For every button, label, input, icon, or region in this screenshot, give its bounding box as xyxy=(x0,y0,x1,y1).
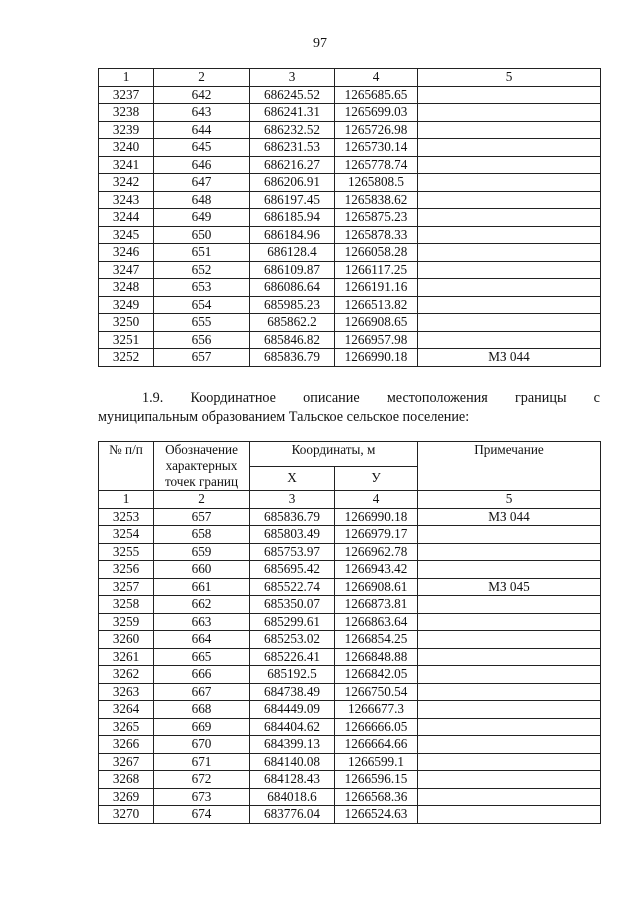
table-cell xyxy=(418,648,601,666)
table-cell xyxy=(418,736,601,754)
table-row xyxy=(99,526,601,544)
heading-word: Координатное xyxy=(190,390,276,406)
table-cell: 650 xyxy=(154,226,250,244)
table-cell: 3245 xyxy=(99,226,154,244)
table-row xyxy=(99,156,601,174)
table-cell: 657 xyxy=(154,508,250,526)
table-cell: 685695.42 xyxy=(250,561,335,579)
heading-word: описание xyxy=(303,390,360,406)
table-body xyxy=(99,508,601,823)
table-cell: 3267 xyxy=(99,753,154,771)
table-cell xyxy=(418,86,601,104)
index-cell: 5 xyxy=(418,491,601,509)
table-cell: 651 xyxy=(154,244,250,262)
table-cell xyxy=(418,209,601,227)
table-row xyxy=(99,806,601,824)
table-cell: 3259 xyxy=(99,613,154,631)
table-cell xyxy=(418,543,601,561)
table-cell: 1266568.36 xyxy=(335,788,418,806)
table-row xyxy=(99,753,601,771)
table-cell xyxy=(418,174,601,192)
header-cell: 1 xyxy=(99,69,154,87)
table-cell: 3249 xyxy=(99,296,154,314)
index-cell: 2 xyxy=(154,491,250,509)
table-row xyxy=(99,86,601,104)
table-cell: 3264 xyxy=(99,701,154,719)
table-cell: 658 xyxy=(154,526,250,544)
table-cell: 684128.43 xyxy=(250,771,335,789)
table-cell: 3261 xyxy=(99,648,154,666)
column-number-header: № п/п xyxy=(99,442,154,491)
table-cell: 662 xyxy=(154,596,250,614)
table-cell: 3262 xyxy=(99,666,154,684)
table-cell: 3238 xyxy=(99,104,154,122)
table-cell: 3266 xyxy=(99,736,154,754)
table-cell: 684449.09 xyxy=(250,701,335,719)
table-row xyxy=(99,683,601,701)
table-cell: 686184.96 xyxy=(250,226,335,244)
table-cell: 1266191.16 xyxy=(335,279,418,297)
table-cell: 685226.41 xyxy=(250,648,335,666)
table-cell: 3243 xyxy=(99,191,154,209)
table-cell: 644 xyxy=(154,121,250,139)
table-row xyxy=(99,139,601,157)
table-cell: 653 xyxy=(154,279,250,297)
table-cell xyxy=(418,191,601,209)
table-cell: 1265699.03 xyxy=(335,104,418,122)
page-number: 97 xyxy=(313,36,327,51)
table-cell: 670 xyxy=(154,736,250,754)
table-cell: 1265730.14 xyxy=(335,139,418,157)
table-cell: 3240 xyxy=(99,139,154,157)
table-cell: 3248 xyxy=(99,279,154,297)
table-cell: 684738.49 xyxy=(250,683,335,701)
table-cell: 686232.52 xyxy=(250,121,335,139)
table-cell xyxy=(418,561,601,579)
table-cell: 657 xyxy=(154,349,250,367)
table-cell: 686231.53 xyxy=(250,139,335,157)
section-heading-line-1 xyxy=(98,389,600,408)
index-cell: 1 xyxy=(99,491,154,509)
table-cell: 1266873.81 xyxy=(335,596,418,614)
table-cell: 686216.27 xyxy=(250,156,335,174)
column-note-header: Примечание xyxy=(418,442,601,491)
table-cell xyxy=(418,244,601,262)
table-cell: 663 xyxy=(154,613,250,631)
table-cell: 1266513.82 xyxy=(335,296,418,314)
table-cell: 1266908.61 xyxy=(335,578,418,596)
table-cell: 669 xyxy=(154,718,250,736)
table-cell: 3244 xyxy=(99,209,154,227)
table-cell: 3250 xyxy=(99,314,154,332)
table-row xyxy=(99,666,601,684)
table-cell: 3257 xyxy=(99,578,154,596)
table-cell xyxy=(418,279,601,297)
table-cell: 656 xyxy=(154,331,250,349)
coordinates-table-1 xyxy=(98,68,601,367)
table-cell: 684399.13 xyxy=(250,736,335,754)
header-cell: 5 xyxy=(418,69,601,87)
table-row xyxy=(99,701,601,719)
table-cell: 666 xyxy=(154,666,250,684)
heading-word: 1.9. xyxy=(142,390,164,406)
table-row xyxy=(99,771,601,789)
table-cell: 684140.08 xyxy=(250,753,335,771)
table-row xyxy=(99,261,601,279)
table-cell xyxy=(418,596,601,614)
coordinates-table-2 xyxy=(98,441,601,824)
table-cell: 1266854.25 xyxy=(335,631,418,649)
table-cell: 1266962.78 xyxy=(335,543,418,561)
table-cell: 685846.82 xyxy=(250,331,335,349)
table-cell xyxy=(418,296,601,314)
table-row xyxy=(99,788,601,806)
table-cell: 1266599.1 xyxy=(335,753,418,771)
table-cell xyxy=(418,683,601,701)
column-coordinates-header: Координаты, м xyxy=(250,442,418,467)
table-cell xyxy=(418,314,601,332)
table-row xyxy=(99,596,601,614)
column-designation-header: Обозначение характерных точек границ xyxy=(154,442,250,491)
table-cell: 672 xyxy=(154,771,250,789)
index-cell: 3 xyxy=(250,491,335,509)
table-cell: 1265878.33 xyxy=(335,226,418,244)
table-row xyxy=(99,174,601,192)
table-cell: 1266990.18 xyxy=(335,349,418,367)
table-cell: 685522.74 xyxy=(250,578,335,596)
table-row xyxy=(99,226,601,244)
table-cell xyxy=(418,139,601,157)
table-cell: МЗ 044 xyxy=(418,349,601,367)
table-row xyxy=(99,104,601,122)
table-cell: 661 xyxy=(154,578,250,596)
table-cell xyxy=(418,718,601,736)
table-cell: 664 xyxy=(154,631,250,649)
table-cell: 685350.07 xyxy=(250,596,335,614)
table-cell: 685753.97 xyxy=(250,543,335,561)
table-cell: 642 xyxy=(154,86,250,104)
table-cell xyxy=(418,701,601,719)
heading-word: границы xyxy=(514,390,567,406)
table-cell: 659 xyxy=(154,543,250,561)
table-cell: 1266979.17 xyxy=(335,526,418,544)
table-cell: 1266842.05 xyxy=(335,666,418,684)
table-cell: 686109.87 xyxy=(250,261,335,279)
table-row xyxy=(99,191,601,209)
table-cell: 647 xyxy=(154,174,250,192)
heading-word: с xyxy=(593,390,600,406)
table-cell: 686086.64 xyxy=(250,279,335,297)
header-cell: 4 xyxy=(335,69,418,87)
table-cell: 668 xyxy=(154,701,250,719)
table-cell: 3263 xyxy=(99,683,154,701)
table-cell: 686185.94 xyxy=(250,209,335,227)
header-cell: 2 xyxy=(154,69,250,87)
table-cell: 686241.31 xyxy=(250,104,335,122)
table-cell: 3252 xyxy=(99,349,154,367)
table-cell: 3251 xyxy=(99,331,154,349)
table-cell xyxy=(418,788,601,806)
table-cell: 1265778.74 xyxy=(335,156,418,174)
table-cell: 671 xyxy=(154,753,250,771)
table-cell: 1265685.65 xyxy=(335,86,418,104)
table-cell: 685192.5 xyxy=(250,666,335,684)
table-cell: 685985.23 xyxy=(250,296,335,314)
heading-word: местоположения xyxy=(386,390,488,406)
section-heading xyxy=(98,389,600,427)
table-cell xyxy=(418,121,601,139)
table-cell: 3258 xyxy=(99,596,154,614)
table-cell: 673 xyxy=(154,788,250,806)
table-cell: 1266943.42 xyxy=(335,561,418,579)
table-row xyxy=(99,331,601,349)
table-row xyxy=(99,543,601,561)
table-cell xyxy=(418,631,601,649)
table-cell: 1266908.65 xyxy=(335,314,418,332)
table-cell: 686197.45 xyxy=(250,191,335,209)
table-row xyxy=(99,296,601,314)
table-cell: 1266957.98 xyxy=(335,331,418,349)
table-cell xyxy=(418,613,601,631)
table-cell xyxy=(418,226,601,244)
table-row xyxy=(99,244,601,262)
table-cell: 646 xyxy=(154,156,250,174)
table-cell: 3268 xyxy=(99,771,154,789)
table-cell: 685836.79 xyxy=(250,508,335,526)
table-cell: 3270 xyxy=(99,806,154,824)
table-row xyxy=(99,631,601,649)
table-cell: 685836.79 xyxy=(250,349,335,367)
table-index-row xyxy=(99,69,601,87)
table-cell: 1266666.05 xyxy=(335,718,418,736)
table-cell: 3255 xyxy=(99,543,154,561)
column-y-header: У xyxy=(335,466,418,491)
table-cell: 3246 xyxy=(99,244,154,262)
table-cell xyxy=(418,261,601,279)
table-cell: 3239 xyxy=(99,121,154,139)
table-cell: 685862.2 xyxy=(250,314,335,332)
table-cell: 3247 xyxy=(99,261,154,279)
table-row xyxy=(99,648,601,666)
table-row xyxy=(99,349,601,367)
table-cell: 643 xyxy=(154,104,250,122)
table-cell: 1266750.54 xyxy=(335,683,418,701)
table-body xyxy=(99,86,601,366)
table-cell xyxy=(418,666,601,684)
table-cell: 655 xyxy=(154,314,250,332)
table-cell: 660 xyxy=(154,561,250,579)
table-cell: 1266058.28 xyxy=(335,244,418,262)
table-cell: 3253 xyxy=(99,508,154,526)
table-cell: 686206.91 xyxy=(250,174,335,192)
table-cell: 1265838.62 xyxy=(335,191,418,209)
table-cell xyxy=(418,331,601,349)
table-cell: 674 xyxy=(154,806,250,824)
table-cell: 649 xyxy=(154,209,250,227)
table-row xyxy=(99,578,601,596)
table-cell: 3265 xyxy=(99,718,154,736)
table-cell xyxy=(418,806,601,824)
table-cell: 3242 xyxy=(99,174,154,192)
table-row xyxy=(99,613,601,631)
table-cell: 1266848.88 xyxy=(335,648,418,666)
table-cell: 685299.61 xyxy=(250,613,335,631)
table-cell: 684018.6 xyxy=(250,788,335,806)
table-cell: 1266863.64 xyxy=(335,613,418,631)
table-cell: 648 xyxy=(154,191,250,209)
table-cell: 1266117.25 xyxy=(335,261,418,279)
table-cell: 686245.52 xyxy=(250,86,335,104)
table-cell: 3269 xyxy=(99,788,154,806)
table-row xyxy=(99,121,601,139)
table-cell: 683776.04 xyxy=(250,806,335,824)
table-cell: 1266664.66 xyxy=(335,736,418,754)
table-row xyxy=(99,718,601,736)
table-cell: 1265875.23 xyxy=(335,209,418,227)
table-cell: 3237 xyxy=(99,86,154,104)
table-cell: 654 xyxy=(154,296,250,314)
table-cell: 667 xyxy=(154,683,250,701)
table-cell: 686128.4 xyxy=(250,244,335,262)
table-cell xyxy=(418,104,601,122)
table-row xyxy=(99,209,601,227)
table-cell: 3260 xyxy=(99,631,154,649)
table-cell: 685253.02 xyxy=(250,631,335,649)
table-cell: 645 xyxy=(154,139,250,157)
table-cell xyxy=(418,771,601,789)
table-cell: МЗ 045 xyxy=(418,578,601,596)
table-cell xyxy=(418,526,601,544)
index-cell: 4 xyxy=(335,491,418,509)
section-heading-line-2: муниципальным образованием Тальское сельское поселение: xyxy=(98,409,470,425)
table-cell: 685803.49 xyxy=(250,526,335,544)
table-cell: 665 xyxy=(154,648,250,666)
table-cell: 1266524.63 xyxy=(335,806,418,824)
table-cell: МЗ 044 xyxy=(418,508,601,526)
table-row xyxy=(99,314,601,332)
table-cell: 1265808.5 xyxy=(335,174,418,192)
table-cell: 652 xyxy=(154,261,250,279)
table-index-row xyxy=(99,491,601,509)
table-cell: 1266596.15 xyxy=(335,771,418,789)
table-row xyxy=(99,508,601,526)
table-cell: 3254 xyxy=(99,526,154,544)
table-row xyxy=(99,561,601,579)
table-cell: 1266990.18 xyxy=(335,508,418,526)
column-x-header: X xyxy=(250,466,335,491)
table-cell: 1266677.3 xyxy=(335,701,418,719)
table-cell xyxy=(418,156,601,174)
table-cell: 3241 xyxy=(99,156,154,174)
table-cell: 1265726.98 xyxy=(335,121,418,139)
table-row xyxy=(99,279,601,297)
table-cell: 684404.62 xyxy=(250,718,335,736)
table-row xyxy=(99,736,601,754)
table-cell xyxy=(418,753,601,771)
header-cell: 3 xyxy=(250,69,335,87)
table-cell: 3256 xyxy=(99,561,154,579)
